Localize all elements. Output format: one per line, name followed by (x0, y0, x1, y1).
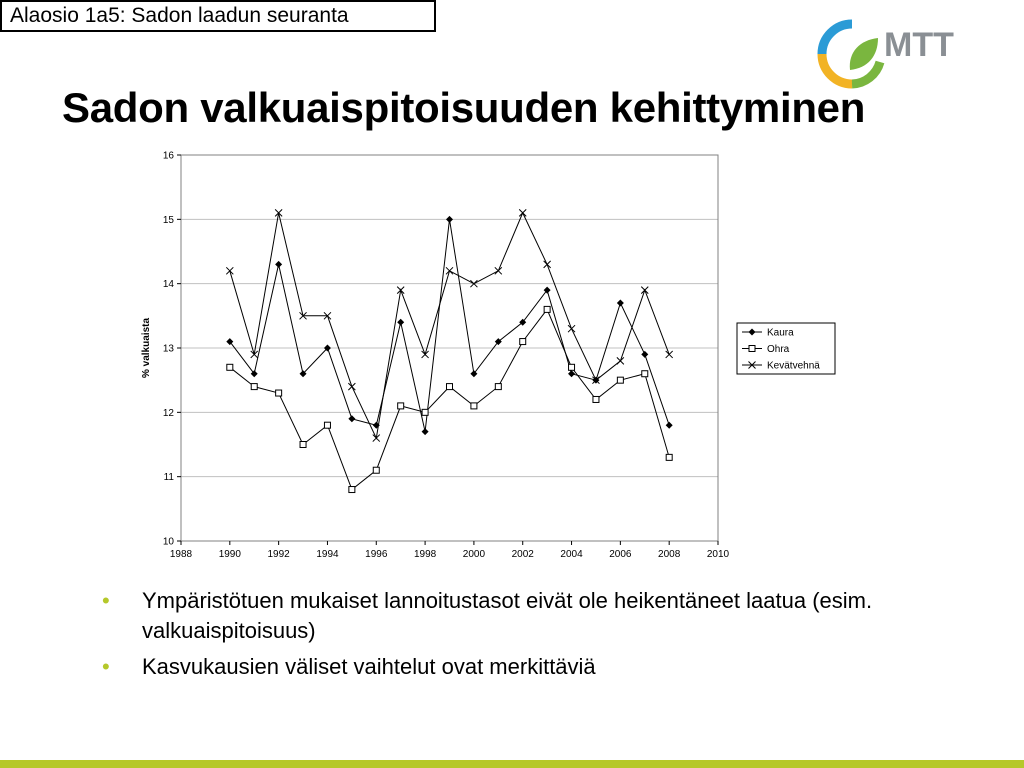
x-tick-label: 1994 (316, 549, 339, 560)
bullet-icon: • (102, 588, 110, 613)
bullet-text: Kasvukausien väliset vaihtelut ovat merkittäviä (142, 654, 596, 679)
chart-svg (130, 145, 850, 570)
data-point (226, 267, 233, 274)
y-axis-label: % valkuaista (141, 317, 152, 379)
legend (737, 323, 835, 374)
section-label: Alaosio 1a5: Sadon laadun seuranta (0, 0, 436, 32)
data-point (544, 306, 550, 312)
data-point (641, 351, 648, 358)
y-tick-label: 12 (162, 407, 174, 419)
data-point (617, 377, 623, 383)
data-point (397, 319, 404, 326)
series-kaura (226, 216, 672, 435)
data-point (251, 384, 257, 390)
bottom-accent-bar (0, 760, 1024, 768)
series-kevätvehnä (226, 209, 672, 441)
y-tick-label: 15 (162, 214, 174, 226)
data-point (276, 390, 282, 396)
data-point (642, 371, 648, 377)
data-point (446, 267, 453, 274)
mtt-logo (816, 18, 986, 90)
data-point (495, 384, 501, 390)
x-tick-label: 1998 (413, 549, 437, 560)
protein-line-chart (130, 145, 850, 570)
bullet-item (100, 586, 940, 646)
data-point (348, 415, 355, 422)
data-point (349, 487, 355, 493)
data-point (641, 287, 648, 294)
y-tick-label: 13 (162, 343, 174, 355)
data-point (519, 209, 526, 216)
data-point (544, 261, 551, 268)
bullet-icon: • (102, 654, 110, 679)
bullet-list (100, 586, 940, 688)
data-point (617, 357, 624, 364)
series-line (230, 213, 669, 438)
y-tick-label: 11 (163, 472, 174, 484)
data-point (275, 261, 282, 268)
data-point (666, 454, 672, 460)
y-tick-label: 16 (162, 150, 174, 162)
legend-label: Kevätvehnä (767, 360, 820, 372)
data-point (520, 339, 526, 345)
data-point (373, 467, 379, 473)
series-line (230, 219, 669, 431)
data-point (666, 422, 673, 429)
data-point (471, 403, 477, 409)
series-ohra (227, 306, 672, 492)
data-point (447, 384, 453, 390)
x-tick-label: 1990 (218, 549, 241, 560)
data-point (495, 267, 502, 274)
y-tick-label: 14 (162, 279, 174, 291)
data-point (593, 396, 599, 402)
data-point (348, 383, 355, 390)
data-point (446, 216, 453, 223)
x-tick-label: 1992 (267, 549, 290, 560)
data-point (569, 364, 575, 370)
x-tick-label: 2004 (560, 549, 583, 560)
x-tick-label: 2008 (658, 549, 681, 560)
data-point (422, 409, 428, 415)
x-tick-label: 2010 (706, 549, 730, 560)
logo-text: MTT (884, 26, 954, 64)
page-title: Sadon valkuaispitoisuuden kehittyminen (62, 84, 866, 131)
data-point (226, 338, 233, 345)
bullet-text: Ympäristötuen mukaiset lannoitustasot eivät ole heikentäneet laatua (esim. valkuaispitoisuus) (142, 588, 873, 643)
bullet-item (100, 652, 940, 682)
data-point (422, 428, 429, 435)
x-tick-label: 2000 (462, 549, 486, 560)
data-point (568, 325, 575, 332)
y-tick-label: 10 (162, 536, 174, 548)
mtt-logo-icon (816, 18, 986, 90)
x-tick-label: 1996 (365, 549, 388, 560)
data-point (617, 299, 624, 306)
data-point (398, 403, 404, 409)
data-point (300, 442, 306, 448)
x-tick-label: 2006 (609, 549, 632, 560)
x-tick-label: 1988 (169, 549, 193, 560)
data-point (324, 422, 330, 428)
legend-label: Ohra (767, 344, 790, 355)
data-point (666, 351, 673, 358)
data-point (749, 346, 755, 352)
x-tick-label: 2002 (511, 549, 534, 560)
data-point (422, 351, 429, 358)
legend-label: Kaura (767, 327, 794, 339)
data-point (227, 364, 233, 370)
series-line (230, 309, 669, 489)
